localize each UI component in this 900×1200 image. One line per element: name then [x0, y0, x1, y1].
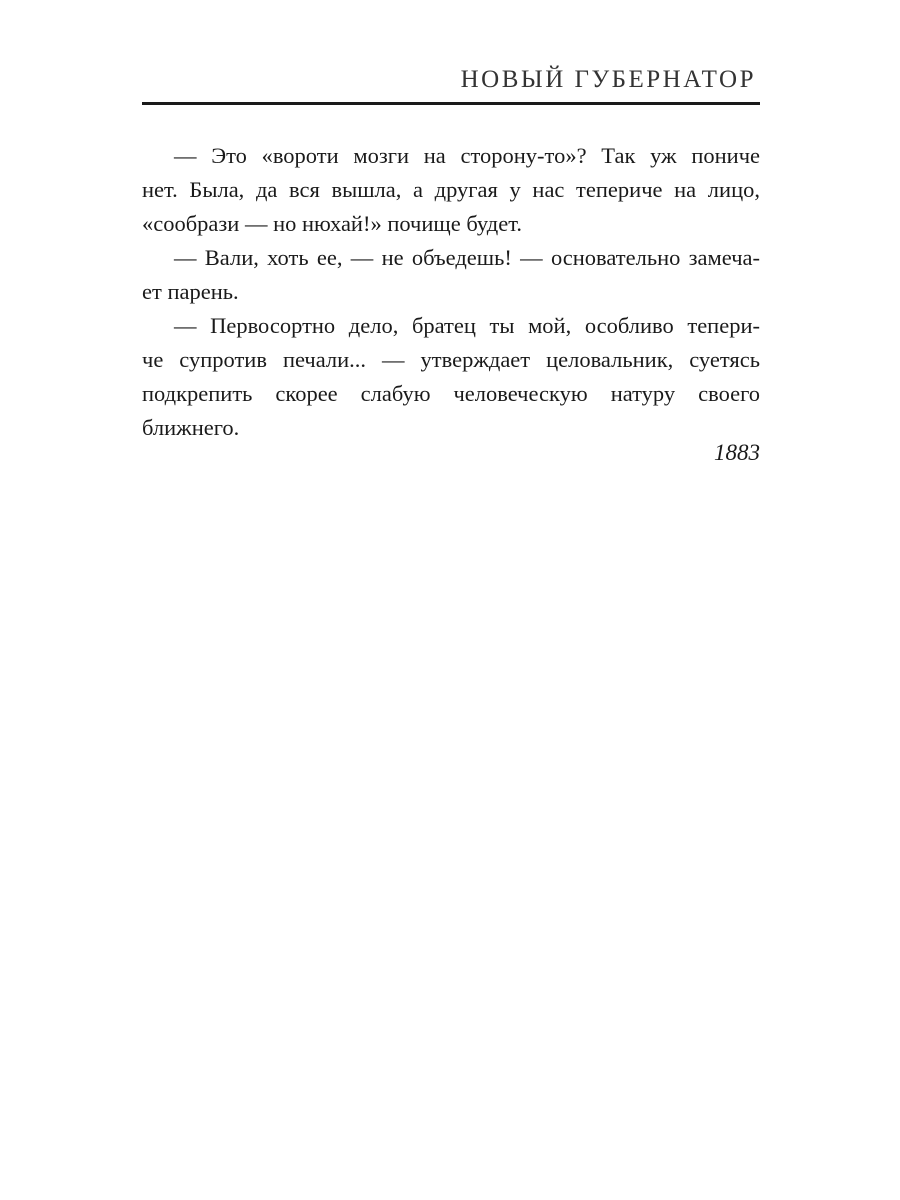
- paragraph-1-line-2: нет. Была, да вся вышла, а другая у нас тепериче на лицо,: [142, 177, 760, 202]
- body-text: [142, 139, 760, 445]
- paragraph-3-line-2: че супротив печали... — утверждает целовальник, суетясь: [142, 347, 760, 372]
- paragraph-2-line-1: — Вали, хоть ее, — не объедешь! — основательно замеча-: [174, 245, 760, 270]
- paragraph-1-line-1: — Это «вороти мозги на сторону-то»? Так уж поничe: [174, 143, 760, 168]
- date-signature: 1883: [714, 440, 760, 465]
- paragraph-3-line-1: — Первосортно дело, братец ты мой, особливо тепери-: [174, 313, 760, 338]
- running-head-title: НОВЫЙ ГУБЕРНАТОР: [460, 66, 756, 93]
- paragraph-3-line-3: подкрепить скорее слабую человеческую натуру своего: [142, 381, 760, 406]
- paragraph-2-line-2: ет парень.: [142, 279, 239, 304]
- paragraph-3-line-4: ближнего.: [142, 415, 240, 440]
- running-head: [142, 62, 760, 105]
- paragraph-1-line-3: «сообрази — но нюхай!» почище будет.: [142, 211, 522, 236]
